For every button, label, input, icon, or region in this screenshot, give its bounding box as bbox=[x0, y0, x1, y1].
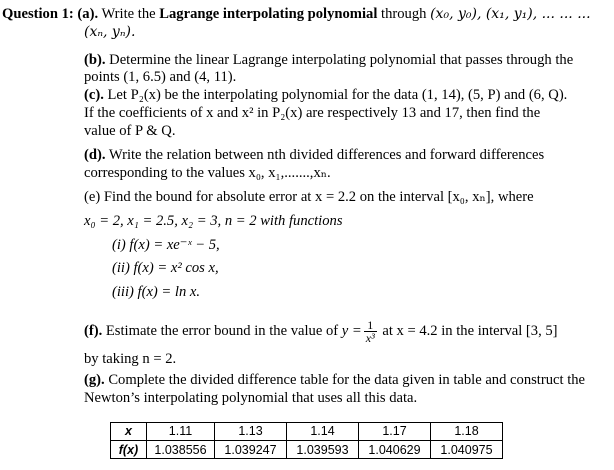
table-row-x bbox=[111, 423, 503, 441]
part-e-line-2 bbox=[84, 212, 343, 230]
table-row-fx bbox=[111, 441, 503, 459]
part-g-line-2 bbox=[84, 389, 417, 407]
function-ii-text: (ii) f(x) = x² cos x, bbox=[112, 260, 219, 276]
function-iii bbox=[112, 283, 200, 301]
part-f-text-2: at x = 4.2 in the interval [3, 5] bbox=[382, 323, 558, 339]
part-f-line-2 bbox=[84, 350, 176, 368]
part-a-bold-text: Lagrange interpolating polynomial bbox=[159, 6, 378, 22]
table-cell-x: 1.17 bbox=[359, 423, 431, 441]
table-cell-fx: 1.039247 bbox=[215, 441, 287, 459]
table-cell-fx: 1.040629 bbox=[359, 441, 431, 459]
part-b-label: (b). bbox=[84, 52, 106, 68]
part-d-text-2: corresponding to the values x₀, x₁,.......,xₙ. bbox=[84, 165, 331, 181]
part-c-text-1: Let P₂(x) be the interpolating polynomial for the data (1, 14), (5, P) and (6, Q). bbox=[107, 87, 568, 103]
part-f-line-1 bbox=[84, 316, 558, 346]
table-cell-x: 1.13 bbox=[215, 423, 287, 441]
function-iii-text: (iii) f(x) = ln x. bbox=[112, 284, 201, 300]
part-g-text-2: Newton’s interpolating polynomial that uses all this data. bbox=[84, 390, 418, 406]
table-cell-fx: 1.039593 bbox=[287, 441, 359, 459]
part-f-y: y = bbox=[341, 323, 362, 339]
table-cell-fx: 1.038556 bbox=[147, 441, 215, 459]
part-d-text-1: Write the relation between nth divided differences and forward differences bbox=[108, 147, 545, 163]
part-b-text-2: points (1, 6.5) and (4, 11). bbox=[84, 69, 237, 85]
part-g-label: (g). bbox=[84, 372, 105, 388]
part-d-label: (d). bbox=[84, 147, 106, 163]
part-a-line-1 bbox=[2, 5, 591, 23]
function-ii bbox=[112, 259, 219, 277]
table-cell-x: 1.18 bbox=[431, 423, 503, 441]
function-i bbox=[112, 236, 220, 254]
part-b-line-2 bbox=[84, 68, 236, 86]
part-c-text-2: If the coefficients of x and x² in P₂(x) are respectively 13 and 17, then find the bbox=[84, 105, 541, 121]
fraction-numerator: 1 bbox=[364, 319, 377, 332]
part-a-points: (x₀, y₀), (x₁, y₁), ... ... ... bbox=[430, 6, 591, 22]
part-d-line-1 bbox=[84, 146, 544, 164]
part-c-line-1 bbox=[84, 86, 567, 104]
table-cell-fx: 1.040975 bbox=[431, 441, 503, 459]
part-e-line-1 bbox=[84, 188, 534, 206]
part-c-line-2 bbox=[84, 104, 540, 122]
part-f-label: (f). bbox=[84, 323, 103, 339]
table-cell-x: 1.11 bbox=[147, 423, 215, 441]
part-c-line-3 bbox=[84, 122, 175, 140]
part-a-line-2 bbox=[84, 23, 135, 41]
part-f-text-3: by taking n = 2. bbox=[84, 351, 177, 367]
part-b-line-1 bbox=[84, 51, 573, 69]
part-a-text-1: Write the bbox=[101, 6, 156, 22]
part-e-text-1: (e) Find the bound for absolute error at x = 2.2 on the interval [x₀, xₙ], where bbox=[84, 189, 534, 205]
part-e-text-2: x₀ = 2, x₁ = 2.5, x₂ = 3, n = 2 with functions bbox=[84, 213, 343, 229]
part-c-label: (c). bbox=[84, 87, 104, 103]
part-g-text-1: Complete the divided difference table for the data given in table and construct the bbox=[108, 372, 586, 388]
part-f-text-1: Estimate the error bound in the value of bbox=[105, 323, 339, 339]
part-a-points-end: (xₙ, yₙ). bbox=[84, 24, 136, 40]
part-d-line-2 bbox=[84, 164, 331, 182]
table-header-x: x bbox=[111, 423, 147, 441]
part-a-label: (a). bbox=[77, 6, 99, 22]
function-i-text: (i) f(x) = xe⁻ˣ − 5, bbox=[112, 237, 220, 253]
table-cell-x: 1.14 bbox=[287, 423, 359, 441]
part-g-line-1 bbox=[84, 371, 585, 389]
part-a-text-2: through bbox=[381, 6, 427, 22]
data-table bbox=[110, 422, 503, 459]
part-c-text-3: value of P & Q. bbox=[84, 123, 176, 139]
table-header-fx: f(x) bbox=[111, 441, 147, 459]
question-label: Question 1: bbox=[2, 6, 74, 22]
part-f-fraction bbox=[364, 319, 377, 344]
part-b-text-1: Determine the linear Lagrange interpolating polynomial that passes through the bbox=[109, 52, 574, 68]
fraction-denominator: x³ bbox=[365, 331, 375, 346]
